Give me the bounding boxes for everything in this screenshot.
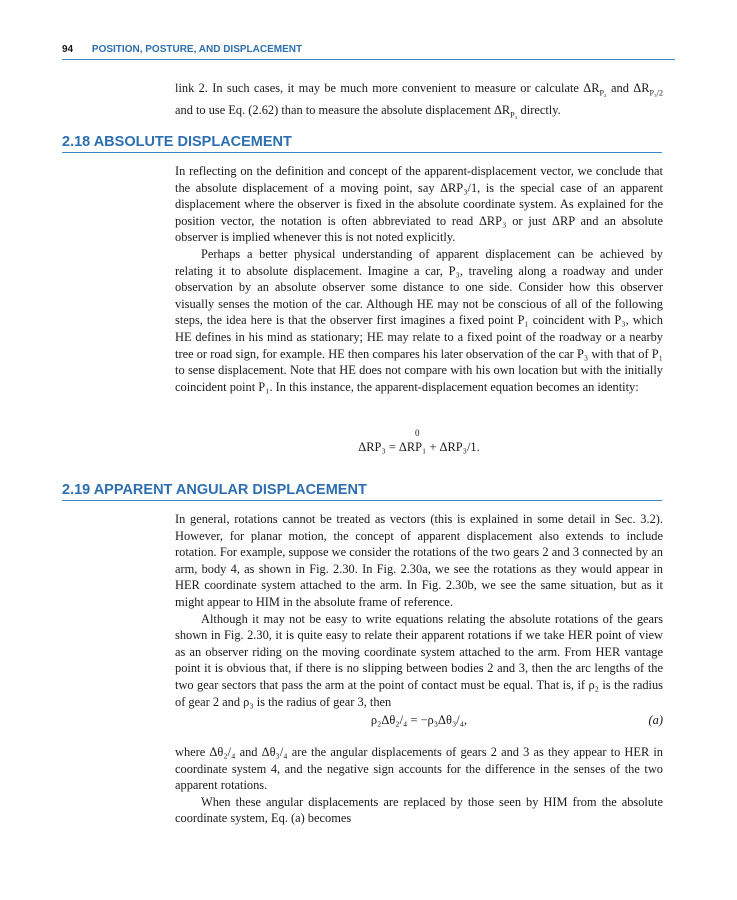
section-2-19-paragraph-3: where Δθ₂/₄ and Δθ₃/₄ are the angular displacements of gears 2 and 3 as they appear to HER in coordinate system 4, and the negative sign accounts for the difference in the senses of the two apparent rotations. bbox=[175, 745, 663, 793]
section-2-19-paragraph-2: Although it may not be easy to write equations relating the absolute rotations of the gears shown in Fig. 2.30, it is quite easy to relate their apparent rotations if we take HER point of view as an observer riding on the moving coordinate system attached to the arm. From HER vantage point it is obvious that, if there is no slipping between bodies 2 and 3, then the arc lengths of the two gear sectors that pass the arm at the point of contact must be equal. That is, if ρ₂ is the radius of gear 2 and ρ₃ is the radius of gear 3, then bbox=[175, 611, 663, 709]
section-2-19-paragraph-1: In general, rotations cannot be treated as vectors (this is explained in some detail in Sec. 3.2). However, for planar motion, the concept of apparent displacement also extends to include rotation. For example, suppose we consider the rotations of the two gears 2 and 3 connected by an arm, body 4, as shown in Fig. 2.30. In Fig. 2.30a, we see the rotations as they would appear in HER coordinate system attached to the arm. In Fig. 2.30b, we see the same situation, but as it might appear to HIM in the absolute frame of reference. bbox=[175, 512, 663, 609]
section-2-18-paragraph-1: In reflecting on the definition and concept of the apparent-displacement vector, we conclude that the absolute displacement of a moving point, say ΔRP₃/1, is the special case of an apparent displacement where the observer is fixed in the absolute coordinate system. As explained for the position vector, the notation is often abbreviated to read ΔRP₃ or just ΔRP and an absolute observer is implied whenever this is not noted explicitly. bbox=[175, 164, 663, 245]
section-heading-2-19: 2.19 APPARENT ANGULAR DISPLACEMENT bbox=[62, 482, 662, 501]
section-2-19-body bbox=[175, 511, 663, 710]
intro-line2-sub2: P₃ bbox=[510, 110, 518, 120]
intro-paragraph bbox=[175, 80, 663, 124]
intro-line2-a: ΔR bbox=[633, 81, 650, 95]
section-2-19-paragraph-4: When these angular displacements are replaced by those seen by HIM from the absolute coordinate system, Eq. (a) becomes bbox=[175, 794, 663, 826]
equation-label-a: (a) bbox=[648, 713, 663, 727]
intro-line2-b: and to use Eq. (2.62) than to measure the absolute displacement ΔR bbox=[175, 103, 511, 118]
intro-line1-sub: P₂ bbox=[599, 88, 607, 98]
identity-equation-text: ΔRP₃ = ΔRP₁ + ΔRP₃/1. bbox=[358, 440, 480, 454]
page-number: 94 bbox=[62, 44, 74, 55]
intro-line1: link 2. In such cases, it may be much more convenient to measure or calculate ΔR bbox=[175, 81, 600, 95]
intro-line2-c: directly. bbox=[517, 103, 561, 118]
intro-line1-end: and bbox=[606, 81, 629, 95]
gear-equation-text: ρ₂Δθ₂/₄ = −ρ₃Δθ₃/₄, bbox=[370, 713, 468, 727]
section-2-18-paragraph-2: Perhaps a better physical understanding of apparent displacement can be achieved by relating it to absolute displacement. Imagine a car, P₃, traveling along a roadway and under observation by an absolute observer some distance to one side. Consider how this observer visually senses the motion of the car. Although HE may not be conscious of all of the following steps, the idea here is that the observer first imagines a fixed point P₁ coincident with P₃, which HE defines in his mind as stationary; HE may relate to a fixed point of the roadway or a nearby tree or road sign, for example. HE then compares his later observation of the car P₃ with that of P₁ to sense displacement. Note that HE does not compare with his own location but with the initially coincident point P₁. In this instance, the apparent-displacement equation becomes an identity: bbox=[175, 246, 663, 394]
equation-zero-mark: 0 bbox=[415, 428, 420, 438]
section-2-19-continued bbox=[175, 744, 663, 827]
gear-equation bbox=[175, 713, 663, 728]
section-heading-2-18: 2.18 ABSOLUTE DISPLACEMENT bbox=[62, 134, 662, 153]
chapter-title: POSITION, POSTURE, AND DISPLACEMENT bbox=[91, 44, 303, 55]
section-2-18-body bbox=[175, 163, 663, 395]
running-head bbox=[62, 44, 675, 60]
intro-line2-sub: P₃/2 bbox=[649, 88, 663, 98]
identity-equation bbox=[175, 428, 663, 455]
